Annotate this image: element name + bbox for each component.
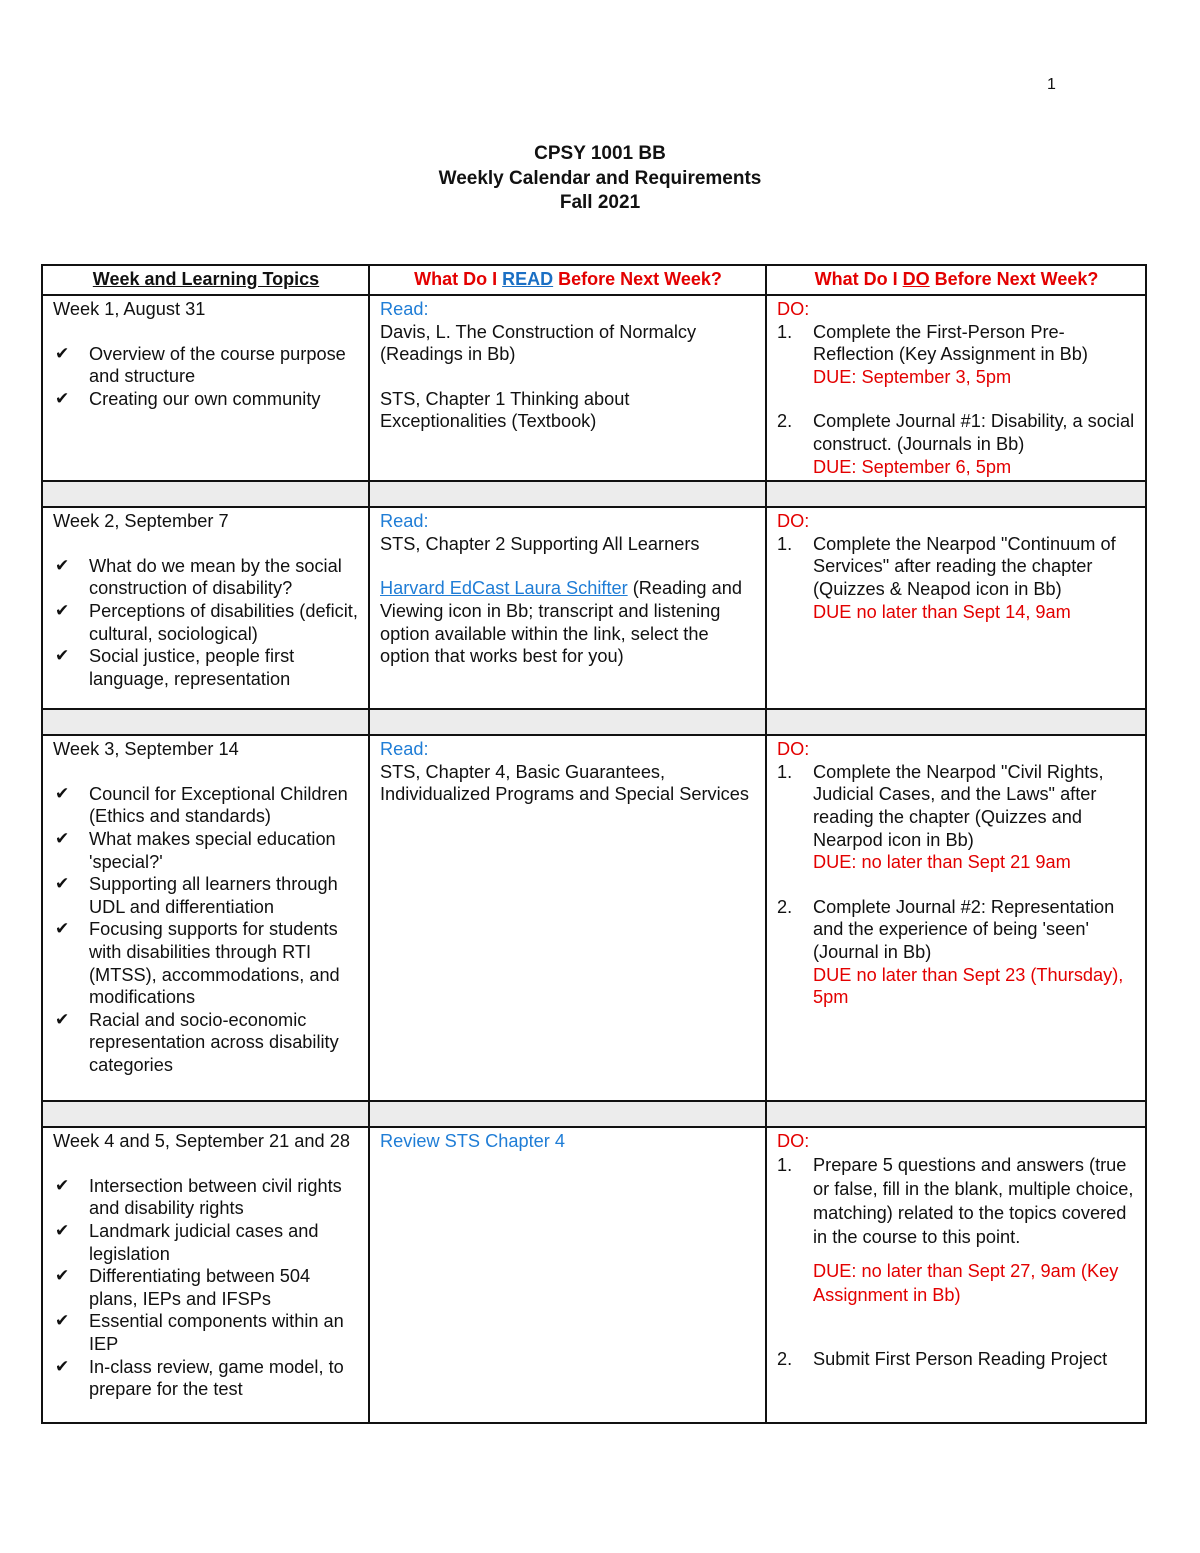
read-item: STS, Chapter 2 Supporting All Learners — [380, 533, 700, 554]
table-row-week-1 — [42, 295, 1146, 481]
topic-list — [53, 555, 359, 691]
due-date: DUE: no later than Sept 27, 9am (Key Assignment in Bb) — [813, 1260, 1119, 1305]
read-item: STS, Chapter 4, Basic Guarantees, Individualized Programs and Special Services — [380, 761, 749, 805]
topic-item: ✔ Landmark judicial cases and legislation — [53, 1220, 359, 1265]
topic-list — [53, 1175, 359, 1401]
do-label: DO: — [777, 1131, 810, 1152]
topic-item: ✔ Perceptions of disabilities (deficit, cultural, sociological) — [53, 600, 359, 645]
due-date: DUE no later than Sept 14, 9am — [813, 601, 1071, 622]
topic-item: ✔ Essential components within an IEP — [53, 1310, 359, 1355]
read-emphasis: READ — [502, 269, 554, 289]
task-list — [777, 533, 1136, 623]
week-title: Week 1, August 31 — [53, 299, 206, 319]
week-title: Week 3, September 14 — [53, 739, 239, 760]
header-read: What Do I READ Before Next Week? — [369, 265, 766, 295]
week-2-do — [766, 507, 1146, 709]
do-label: DO: — [777, 739, 810, 760]
task-item: 1. Complete the Nearpod "Continuum of Services" after reading the chapter (Quizzes & Neapod icon in Bb) DUE no later than Sept 14, 9am — [777, 533, 1136, 623]
topic-item: ✔ Differentiating between 504 plans, IEPs and IFSPs — [53, 1265, 359, 1310]
document-subtitle: Weekly Calendar and Requirements — [438, 167, 762, 189]
task-item: 1. Complete the Nearpod "Civil Rights, Judicial Cases, and the Laws" after reading the chapter (Quizzes and Nearpod icon in Bb) DUE: no later than Sept 21 9am — [777, 761, 1136, 874]
due-date: DUE: September 6, 5pm — [813, 456, 1012, 477]
spacer-row — [42, 709, 1146, 735]
header-week-topics: Week and Learning Topics — [42, 265, 369, 295]
table-row-week-4-5 — [42, 1127, 1146, 1423]
topic-item: ✔ Creating our own community — [53, 388, 359, 411]
task-item: 2. Complete Journal #1: Disability, a social construct. (Journals in Bb) DUE: September 6, 5pm — [777, 411, 1135, 477]
week-title: Week 4 and 5, September 21 and 28 — [53, 1131, 350, 1152]
spacer-row — [42, 1101, 1146, 1127]
topic-item: ✔ In-class review, game model, to prepare for the test — [53, 1356, 359, 1401]
week-title: Week 2, September 7 — [53, 511, 229, 532]
term: Fall 2021 — [559, 192, 641, 213]
week-3-do — [766, 735, 1146, 1101]
topic-item: ✔ Focusing supports for students with disabilities through RTI (MTSS), accommodations, and modifications — [53, 918, 359, 1008]
due-date: DUE: September 3, 5pm — [813, 366, 1012, 387]
week-2-read — [369, 507, 766, 709]
topic-item: ✔ Council for Exceptional Children (Ethics and standards) — [53, 783, 359, 828]
due-date: DUE no later than Sept 23 (Thursday), 5pm — [813, 964, 1124, 1008]
document-title — [0, 142, 1200, 216]
topic-item: ✔ Racial and socio-economic representation across disability categories — [53, 1009, 359, 1077]
topic-item: ✔ Overview of the course purpose and structure — [53, 343, 359, 388]
task-item: 2. Submit First Person Reading Project — [777, 1348, 1108, 1369]
weekly-calendar-table — [41, 264, 1147, 1424]
due-date: DUE: no later than Sept 21 9am — [813, 852, 1071, 873]
week-1-topics — [42, 295, 369, 481]
task-item: 1. Complete the First-Person Pre-Reflection (Key Assignment in Bb) DUE: September 3, 5pm — [777, 321, 1136, 389]
table-row-week-3 — [42, 735, 1146, 1101]
task-list — [777, 761, 1136, 1009]
read-item: Davis, L. The Construction of Normalcy (Readings in Bb) — [380, 321, 697, 365]
read-label: Review STS Chapter 4 — [380, 1131, 565, 1152]
do-label: DO: — [777, 511, 810, 532]
task-item: 2. Complete Journal #2: Representation and the experience of being 'seen' (Journal in Bb) DUE no later than Sept 23 (Thursday), 5pm — [777, 896, 1136, 1009]
table-row-week-2 — [42, 507, 1146, 709]
topic-item: ✔ Social justice, people first language, representation — [53, 645, 359, 690]
week-4-5-do — [766, 1127, 1146, 1423]
page-number: 1 — [1047, 76, 1056, 93]
week-1-read — [369, 295, 766, 481]
read-label: Read: — [380, 739, 429, 760]
topic-item: ✔ Supporting all learners through UDL and differentiation — [53, 873, 359, 918]
read-label: Read: — [380, 511, 429, 532]
read-label: Read: — [380, 299, 429, 319]
week-2-topics — [42, 507, 369, 709]
topic-item: ✔ What do we mean by the social construction of disability? — [53, 555, 359, 600]
do-label: DO: — [777, 299, 810, 319]
week-1-do — [766, 295, 1146, 481]
do-emphasis: DO — [902, 269, 930, 289]
task-item: 1. Prepare 5 questions and answers (true or false, fill in the blank, multiple choice, matching) related to the topics covered in the course to this point. DUE: no later than Sept 27, 9am (Key Assignment in Bb) — [777, 1153, 1136, 1307]
read-item: Harvard EdCast Laura Schifter (Reading and Viewing icon in Bb; transcript and listening option available within the link, select the option that works best for you) — [380, 578, 742, 667]
topic-list — [53, 783, 359, 1077]
read-item: STS, Chapter 1 Thinking about Exceptionalities (Textbook) — [380, 388, 630, 432]
course-code: CPSY 1001 BB — [534, 143, 666, 164]
topic-list — [53, 343, 359, 411]
week-3-topics — [42, 735, 369, 1101]
header-do: What Do I DO Before Next Week? — [766, 265, 1146, 295]
topic-item: ✔ What makes special education 'special?' — [53, 828, 359, 873]
week-4-5-topics — [42, 1127, 369, 1423]
week-3-read — [369, 735, 766, 1101]
table-header-row — [42, 265, 1146, 295]
spacer-row — [42, 481, 1146, 507]
harvard-edcast-link[interactable]: Harvard EdCast Laura Schifter — [380, 578, 628, 599]
task-list — [777, 321, 1136, 479]
task-list — [777, 1153, 1136, 1371]
topic-item: ✔ Intersection between civil rights and disability rights — [53, 1175, 359, 1220]
week-4-5-read — [369, 1127, 766, 1423]
